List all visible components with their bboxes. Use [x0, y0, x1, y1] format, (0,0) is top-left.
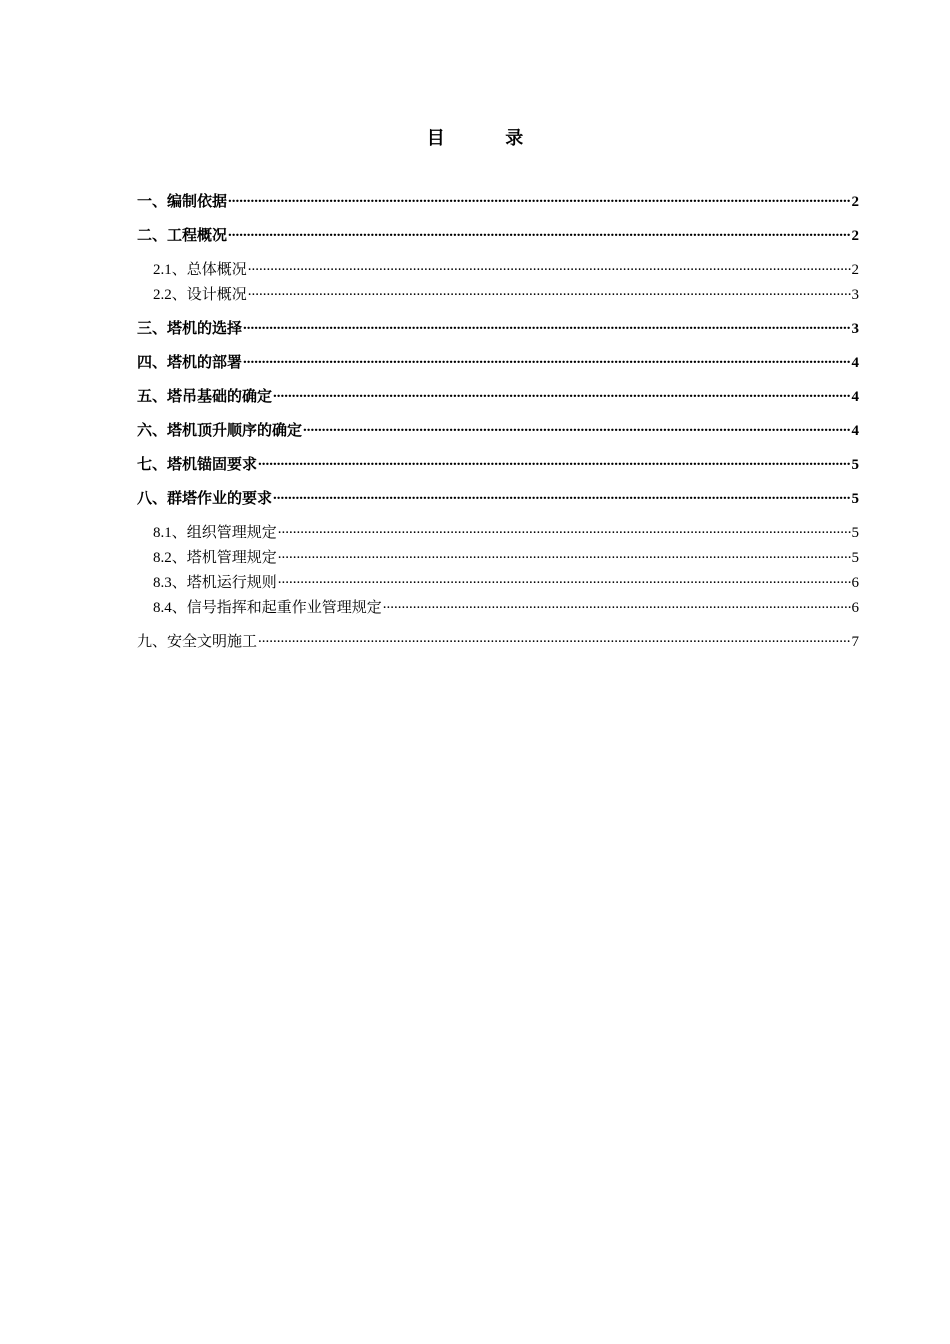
dot-leader: [248, 260, 851, 274]
toc-entry[interactable]: [137, 453, 859, 478]
dot-leader: [243, 353, 850, 367]
toc-page-number: 2: [851, 262, 859, 278]
toc-page-number: 6: [851, 575, 859, 591]
toc-entry-label: 七、塔机锚固要求: [137, 457, 258, 473]
toc-page-number: 4: [851, 389, 859, 405]
toc-page-number: 3: [851, 287, 859, 303]
toc-page-number: 7: [851, 634, 859, 650]
dot-leader: [228, 192, 850, 206]
dot-leader: [273, 489, 850, 503]
toc-entry-label: 8.4、信号指挥和起重作业管理规定: [153, 600, 382, 616]
dot-leader: [228, 226, 850, 240]
toc-page-number: 5: [851, 550, 859, 566]
toc-entry-label: 一、编制依据: [137, 194, 228, 210]
toc-entry-label: 2.1、总体概况: [153, 262, 247, 278]
toc-entry-label: 五、塔吊基础的确定: [137, 389, 273, 405]
toc-entry[interactable]: [137, 419, 859, 444]
toc-page-number: 6: [851, 600, 859, 616]
toc-subentry[interactable]: [137, 521, 859, 546]
toc-entry-label: 8.2、塔机管理规定: [153, 550, 277, 566]
dot-leader: [303, 421, 850, 435]
toc-page-number: 5: [851, 525, 859, 541]
dot-leader: [243, 319, 850, 333]
toc-subentry[interactable]: [137, 571, 859, 596]
toc-page-number: 2: [851, 228, 859, 244]
toc-entry-label: 四、塔机的部署: [137, 355, 243, 371]
table-of-contents: [137, 190, 859, 655]
toc-page-number: 5: [851, 457, 859, 473]
dot-leader: [278, 523, 851, 537]
dot-leader: [383, 598, 851, 612]
dot-leader: [273, 387, 850, 401]
dot-leader: [248, 285, 851, 299]
toc-entry-label: 六、塔机顶升顺序的确定: [137, 423, 303, 439]
toc-title: 目 录: [426, 128, 552, 148]
dot-leader: [278, 573, 851, 587]
toc-entry-label: 8.3、塔机运行规则: [153, 575, 277, 591]
dot-leader: [258, 632, 850, 646]
toc-page-number: 4: [851, 355, 859, 371]
toc-page-number: 4: [851, 423, 859, 439]
toc-page-number: 5: [851, 491, 859, 507]
toc-page-number: 3: [851, 321, 859, 337]
toc-entry-label: 八、群塔作业的要求: [137, 491, 273, 507]
toc-entry[interactable]: [137, 630, 859, 655]
dot-leader: [258, 455, 850, 469]
toc-entry[interactable]: [137, 487, 859, 512]
toc-entry-label: 三、塔机的选择: [137, 321, 243, 337]
dot-leader: [278, 548, 851, 562]
toc-entry-label: 二、工程概况: [137, 228, 228, 244]
toc-entry-label: 8.1、组织管理规定: [153, 525, 277, 541]
toc-subentry[interactable]: [137, 283, 859, 308]
toc-entry[interactable]: [137, 351, 859, 376]
toc-entry-label: 九、安全文明施工: [137, 634, 258, 650]
toc-entry[interactable]: [137, 317, 859, 342]
toc-entry-label: 2.2、设计概况: [153, 287, 247, 303]
toc-subentry[interactable]: [137, 596, 859, 621]
toc-page-number: 2: [851, 194, 859, 210]
toc-entry[interactable]: [137, 224, 859, 249]
toc-entry[interactable]: [137, 190, 859, 215]
toc-subentry[interactable]: [137, 258, 859, 283]
toc-subentry[interactable]: [137, 546, 859, 571]
toc-entry[interactable]: [137, 385, 859, 410]
